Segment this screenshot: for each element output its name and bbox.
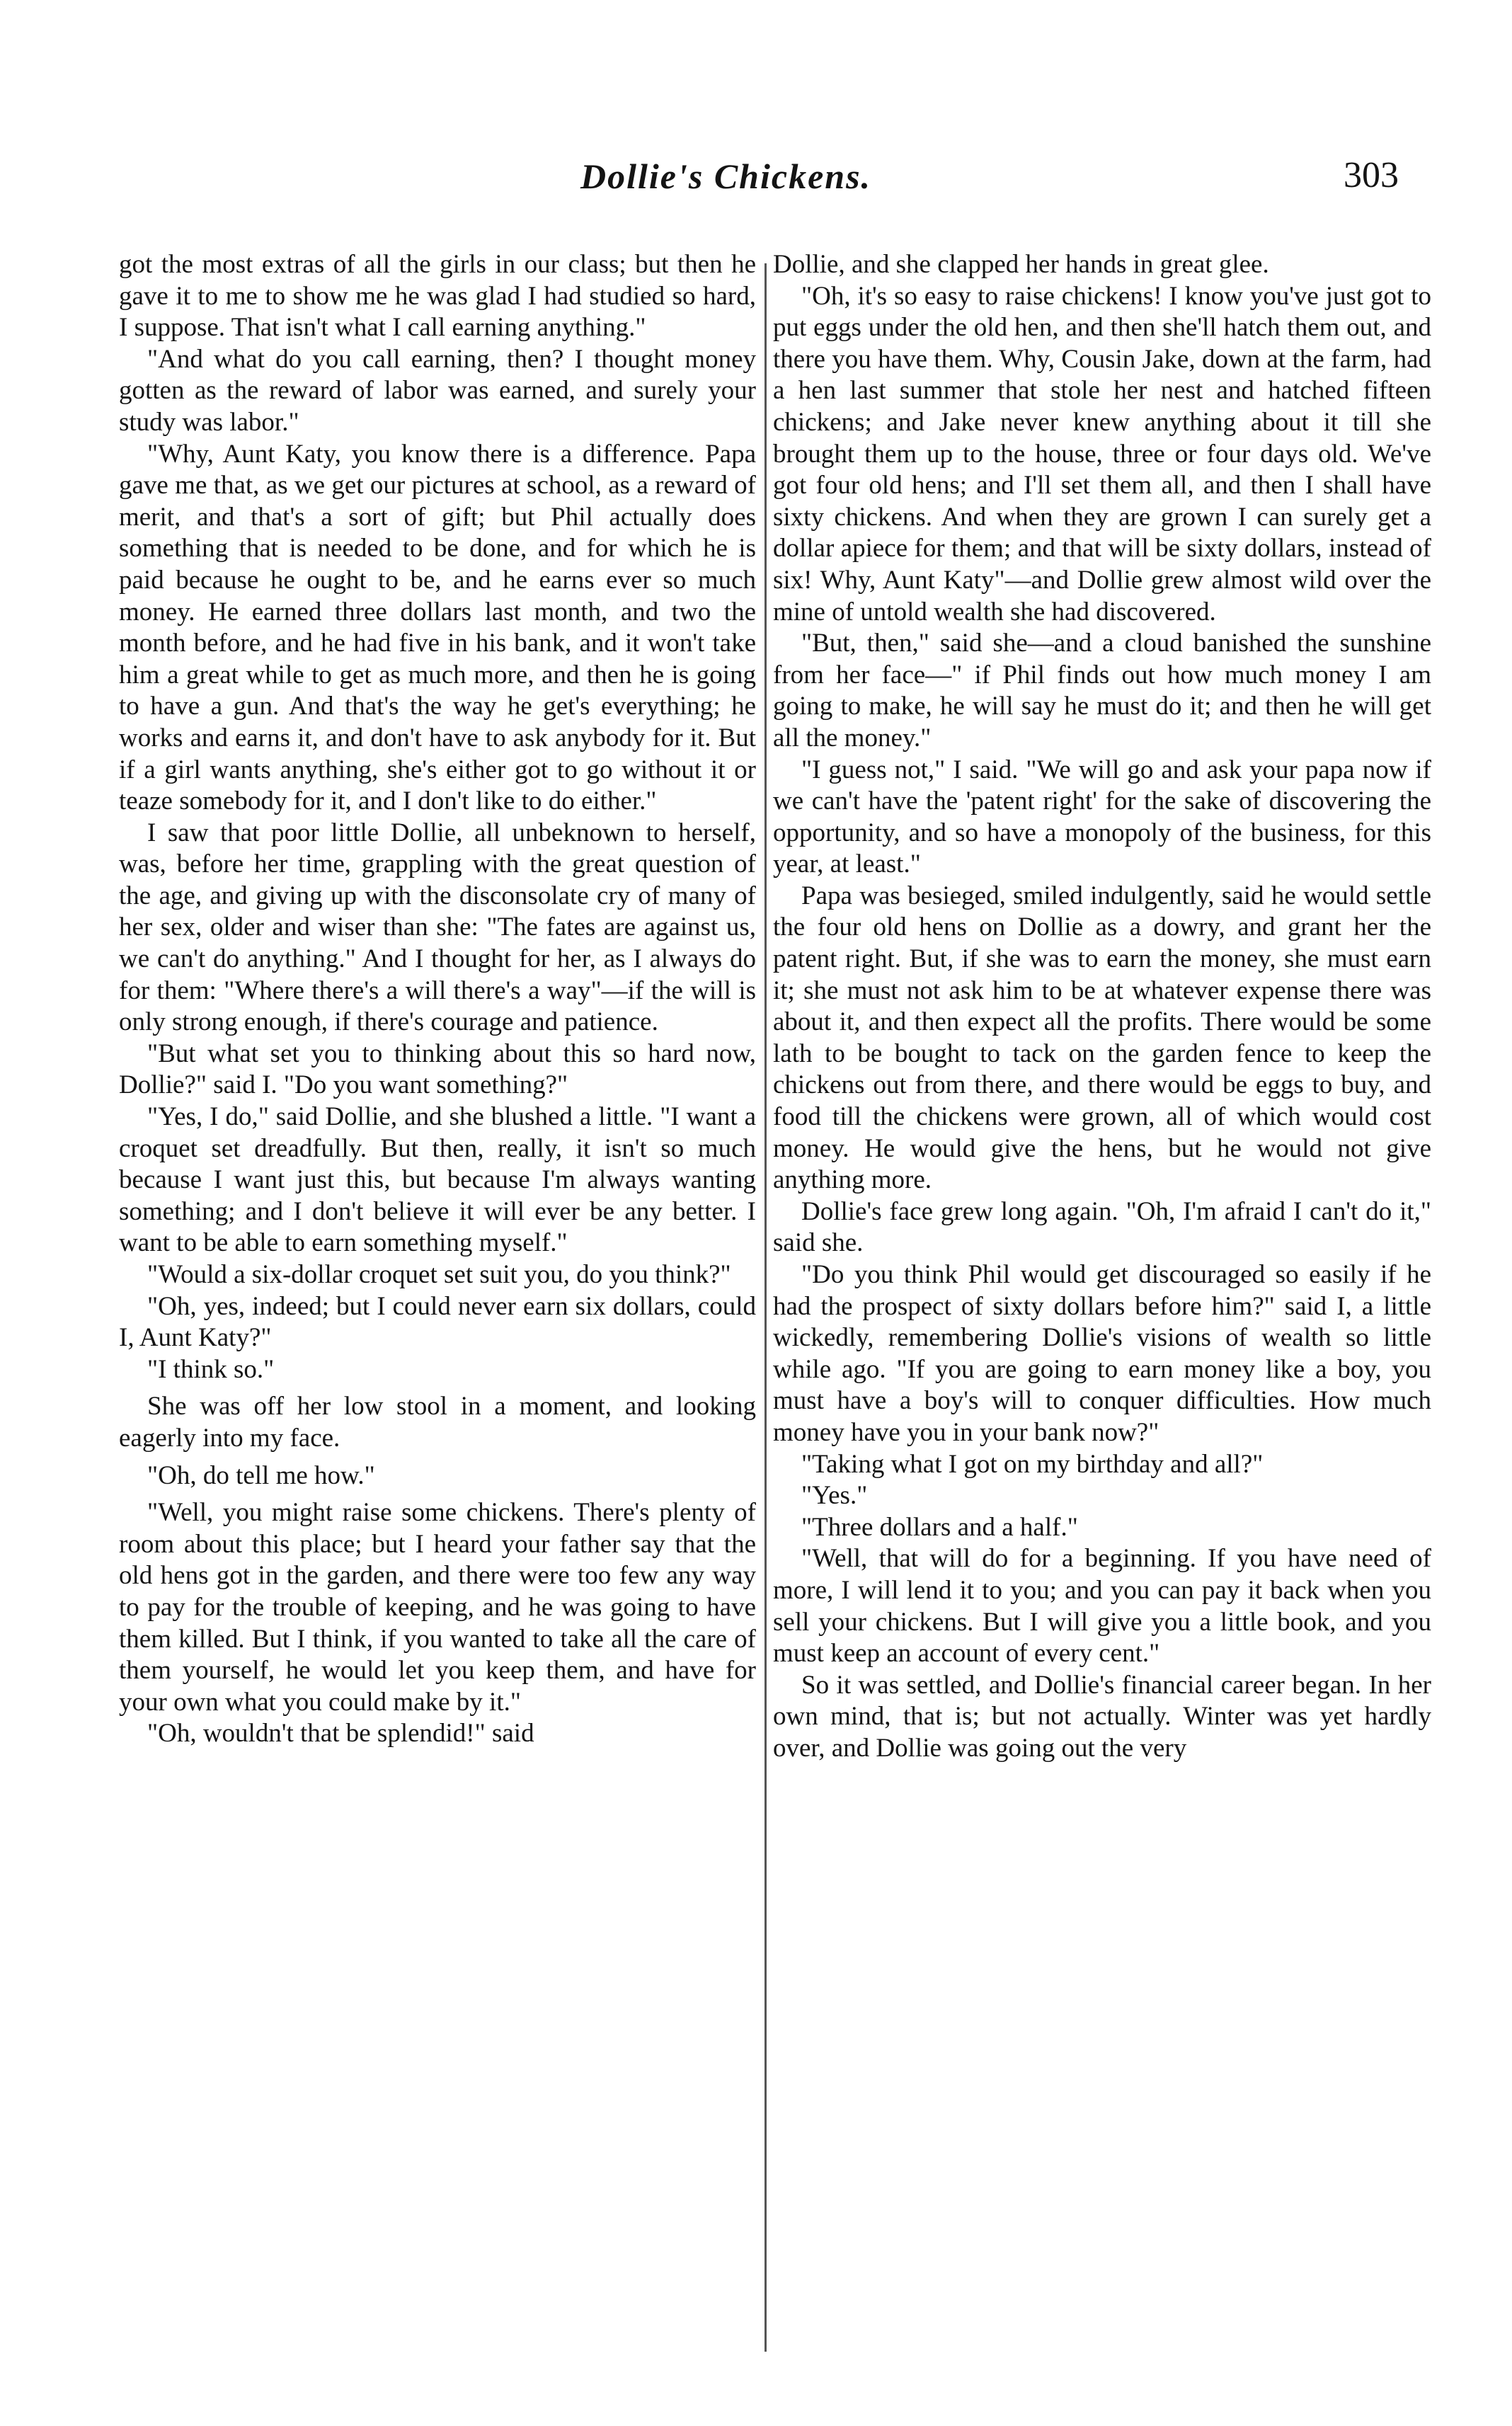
- paragraph: "Oh, do tell me how.": [147, 1460, 375, 1490]
- paragraph: "Would a six-dollar croquet set suit you, do you think?": [147, 1260, 731, 1289]
- paragraph: "Why, Aunt Katy, you know there is a difference. Papa gave me that, as we get our pictures at school, as a reward of merit, and that's a sort of gift; but Phil actually does something that is needed to be done, and for which he is paid because he ought to be, and he earns ever so much money. He earned three dollars last month, and two the month before, and he had five in his bank, and it won't take him a great while to get as much more, and then he is going to have a gun. And that's the way he get's everything; he works and earns it, and don't have to ask anybody for it. But if a girl wants anything, she's either got to go without it or teaze somebody for it, and I don't like to do either.": [119, 439, 756, 816]
- paragraph: "I think so.": [147, 1354, 275, 1384]
- paragraph: "Three dollars and a half.": [801, 1512, 1078, 1542]
- right-column: [773, 249, 1431, 1765]
- paragraph: I saw that poor little Dollie, all unbeknown to herself, was, before her time, grappling with the great question of the age, and giving up with the disconsolate cry of many of her sex, older and wiser than she: "The fates are against us, we can't do anything." And I thought for her, as I always do for them: "Where there's a will there's a way"—if the will is only strong enough, if there's courage and patience.: [119, 818, 756, 1037]
- running-title: Dollie's Chickens.: [580, 156, 872, 196]
- page-number: 303: [1344, 155, 1399, 195]
- paragraph: She was off her low stool in a moment, and looking eagerly into my face.: [119, 1392, 756, 1453]
- paragraph: So it was settled, and Dollie's financial career began. In her own mind, that is; but not actually. Winter was yet hardly over, and Dollie was going out the very: [773, 1670, 1431, 1763]
- paragraph: "Well, that will do for a beginning. If you have need of more, I will lend it to you; and you can pay it back when you sell your chickens. But I will give you a little book, and you must keep an account of every cent.": [773, 1544, 1431, 1669]
- paragraph: "I guess not," I said. "We will go and ask your papa now if we can't have the 'patent right' for the sake of discovering the opportunity, and so have a monopoly of the business, for this year, at least.": [773, 755, 1431, 879]
- paragraph: Dollie's face grew long again. "Oh, I'm afraid I can't do it," said she.: [773, 1196, 1431, 1258]
- paragraph: "And what do you call earning, then? I thought money gotten as the reward of labor was earned, and surely your study was labor.": [119, 344, 756, 437]
- paragraph: Dollie, and she clapped her hands in great glee.: [773, 250, 1269, 279]
- paragraph: "But what set you to thinking about this so hard now, Dollie?" said I. "Do you want something?": [119, 1039, 756, 1100]
- paragraph: "Taking what I got on my birthday and all?": [801, 1449, 1264, 1479]
- paragraph: "Oh, yes, indeed; but I could never earn six dollars, could I, Aunt Katy?": [119, 1291, 756, 1353]
- paragraph: got the most extras of all the girls in our class; but then he gave it to me to show me he was glad I had studied so hard, I suppose. That isn't what I call earning anything.": [119, 250, 756, 343]
- paragraph: "Yes.": [801, 1481, 868, 1511]
- paragraph: "Oh, wouldn't that be splendid!" said: [147, 1719, 534, 1749]
- paragraph: "Oh, it's so easy to raise chickens! I know you've just got to put eggs under the old hen, and then she'll hatch them out, and there you have them. Why, Cousin Jake, down at the farm, had a hen last summer that stole her nest and hatched fifteen chickens; and Jake never knew anything about it till she brought them up to the house, three or four days old. We've got four old hens; and I'll set them all, and then I shall have sixty chickens. And when they are grown I can surely get a dollar apiece for them; and that will be sixty dollars, instead of six! Why, Aunt Katy"—and Dollie grew almost wild over the mine of untold wealth she had discovered.: [773, 281, 1431, 626]
- paragraph: "Do you think Phil would get discouraged so easily if he had the prospect of sixty dollars before him?" said I, a little wickedly, remembering Dollie's visions of wealth so little while ago. "If you are going to earn money like a boy, you must have a boy's will to conquer difficulties. How much money have you in your bank now?": [773, 1260, 1431, 1447]
- column-divider: [764, 263, 767, 2352]
- paragraph: "But, then," said she—and a cloud banished the sunshine from her face—" if Phil finds out how much money I am going to make, he will say he must do it; and then he will get all the money.": [773, 629, 1431, 753]
- paragraph: "Well, you might raise some chickens. There's plenty of room about this place; but I heard your father say that the old hens got in the garden, and there were too few any way to pay for the trouble of keeping, and he was going to have them killed. But I think, if you wanted to take all the care of them yourself, he would let you keep them, and have for your own what you could make by it.": [119, 1498, 756, 1717]
- paragraph: "Yes, I do," said Dollie, and she blushed a little. "I want a croquet set dreadfully. But then, really, it isn't so much because I want just this, but because I'm always wanting something; and I don't believe it will ever be any better. I want to be able to earn something myself.": [119, 1102, 756, 1258]
- left-column: [119, 249, 756, 1750]
- paragraph: Papa was besieged, smiled indulgently, said he would settle the four old hens on Dollie as a dowry, and grant her the patent right. But, if she was to earn the money, she must earn it; she must not ask him to be at whatever expense there was about it, and then expect all the profits. There would be some lath to be bought to tack on the garden fence to keep the chickens out from there, and there would be eggs to buy, and food till the chickens were grown, all of which would cost money. He would give the hens, but he would not give anything more.: [773, 881, 1431, 1195]
